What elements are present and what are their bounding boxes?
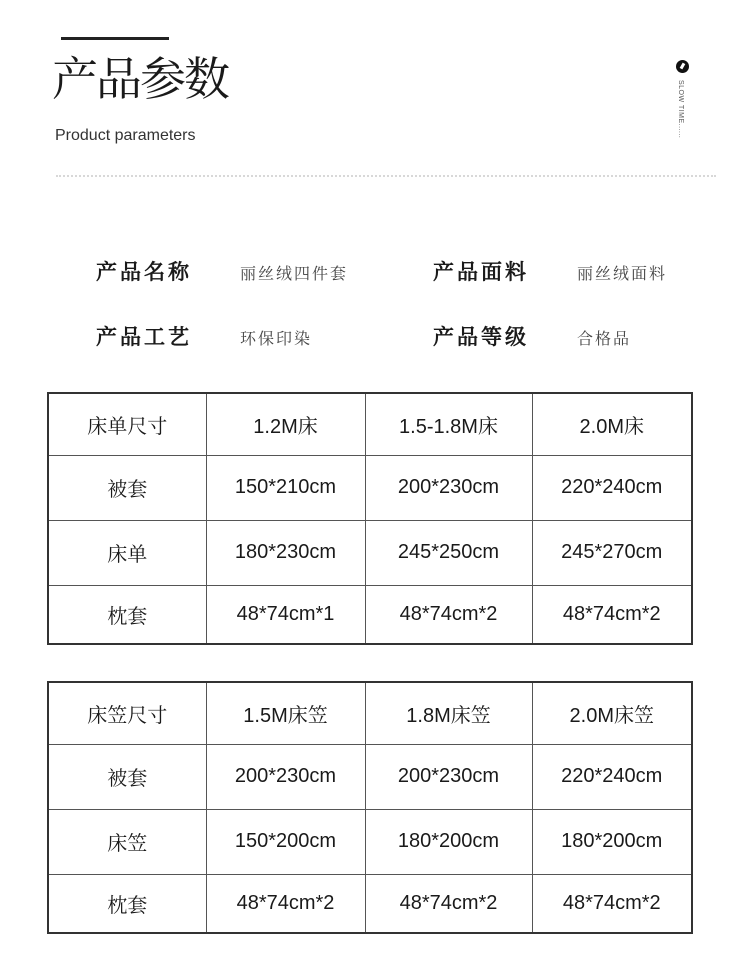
table-cell: 200*230cm <box>365 744 532 809</box>
sheet-size-table <box>47 392 693 645</box>
table-header-cell: 1.8M床笠 <box>365 682 532 744</box>
table-cell: 被套 <box>48 455 206 520</box>
section-divider <box>56 175 716 177</box>
table-cell: 48*74cm*2 <box>532 585 692 644</box>
table-cell: 220*240cm <box>532 455 692 520</box>
table-cell: 被套 <box>48 744 206 809</box>
table-cell: 180*200cm <box>532 809 692 874</box>
table-row <box>48 744 692 809</box>
table-cell: 枕套 <box>48 874 206 933</box>
param-label-fabric: 产品面料 <box>433 260 529 284</box>
param-value-grade: 合格品 <box>577 329 632 348</box>
table-cell: 床笠 <box>48 809 206 874</box>
table-header-cell: 2.0M床 <box>532 393 692 455</box>
table-header-row <box>48 682 692 744</box>
table-header-row <box>48 393 692 455</box>
page-title: 产品参数 <box>52 52 228 106</box>
table-cell: 床单 <box>48 520 206 585</box>
table-cell: 180*200cm <box>365 809 532 874</box>
table-cell: 150*200cm <box>206 809 365 874</box>
table-header-cell: 1.2M床 <box>206 393 365 455</box>
table-header-cell: 床单尺寸 <box>48 393 206 455</box>
param-label-grade: 产品等级 <box>433 325 529 349</box>
table-row <box>48 455 692 520</box>
table-cell: 48*74cm*1 <box>206 585 365 644</box>
table-cell: 220*240cm <box>532 744 692 809</box>
table-cell: 48*74cm*2 <box>206 874 365 933</box>
param-label-craft: 产品工艺 <box>96 325 192 349</box>
table-cell: 245*250cm <box>365 520 532 585</box>
table-cell: 48*74cm*2 <box>365 874 532 933</box>
table-row <box>48 809 692 874</box>
table-row <box>48 520 692 585</box>
side-text: SLOW TIME...... <box>677 80 684 139</box>
param-value-name: 丽丝绒四件套 <box>240 264 349 283</box>
param-value-fabric: 丽丝绒面料 <box>577 264 668 283</box>
slow-time-mark <box>675 60 691 152</box>
table-cell: 48*74cm*2 <box>365 585 532 644</box>
table-cell: 150*210cm <box>206 455 365 520</box>
table-cell: 枕套 <box>48 585 206 644</box>
table-cell: 245*270cm <box>532 520 692 585</box>
table-cell: 180*230cm <box>206 520 365 585</box>
table-cell: 200*230cm <box>206 744 365 809</box>
leaf-icon <box>676 60 689 73</box>
title-accent-rule <box>61 37 169 40</box>
table-row <box>48 874 692 933</box>
page-subtitle: Product parameters <box>55 127 196 144</box>
param-value-craft: 环保印染 <box>240 329 313 348</box>
table-header-cell: 1.5M床笠 <box>206 682 365 744</box>
table-header-cell: 床笠尺寸 <box>48 682 206 744</box>
table-row <box>48 585 692 644</box>
param-label-name: 产品名称 <box>96 260 192 284</box>
fitted-sheet-size-table <box>47 681 693 934</box>
table-cell: 200*230cm <box>365 455 532 520</box>
table-cell: 48*74cm*2 <box>532 874 692 933</box>
table-header-cell: 1.5-1.8M床 <box>365 393 532 455</box>
table-header-cell: 2.0M床笠 <box>532 682 692 744</box>
